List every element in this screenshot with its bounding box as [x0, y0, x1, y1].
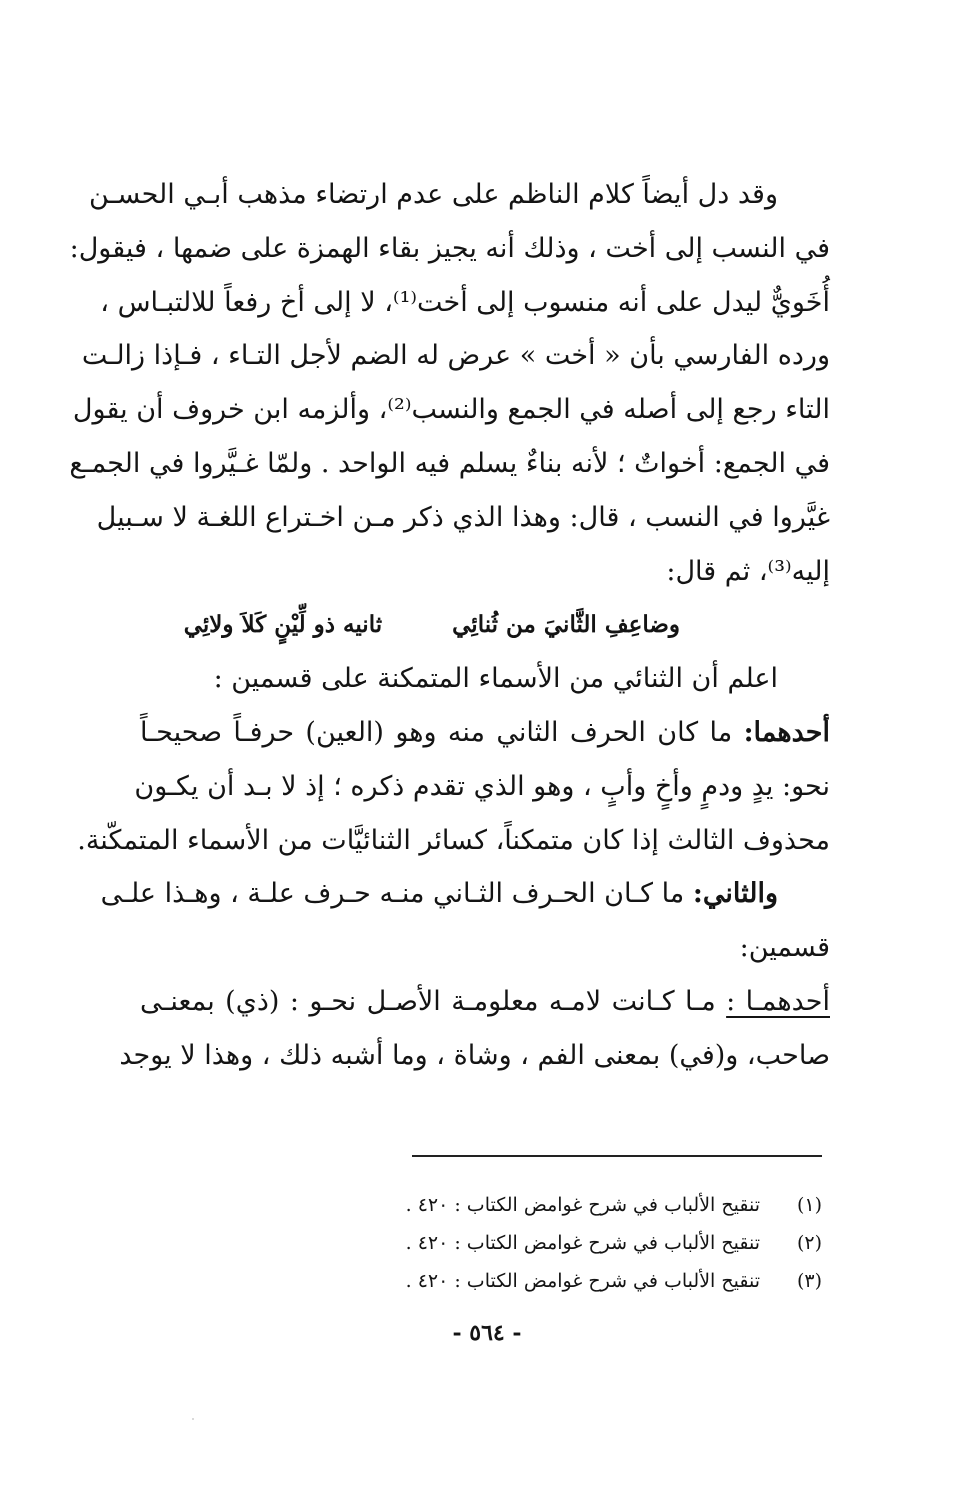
text-line-5: التاء رجع إلى أصله في الجمع والنسب⁽²⁾، وألزمه ابن خروف أن يقول: [72, 394, 830, 426]
first-section-line-3: محذوف الثالث إذا كان متمكناً، كسائر الثنائيَّات من الأسماء المتمكّنة.: [77, 824, 830, 856]
footnote-separator: [412, 1155, 822, 1157]
first-section-text: ما كان الحرف الثاني منه وهو (العين) حرفـاً صحيحـاً: [140, 716, 744, 748]
footnote-text: تنقيح الألباب في شرح غوامض الكتاب : ٤٢٠ .: [405, 1232, 760, 1254]
footnote-text: تنقيح الألباب في شرح غوامض الكتاب : ٤٢٠ .: [405, 1194, 760, 1216]
second-section-heading: والثاني:: [692, 878, 778, 910]
subsection-line-1: [140, 975, 830, 1029]
main-text: [69, 168, 830, 1083]
footnote-text: تنقيح الألباب في شرح غوامض الكتاب : ٤٢٠ .: [405, 1270, 760, 1292]
second-section-text: ما كـان الحـرف الثـاني منـه حـرف علـة ، وهـذا علـى: [100, 878, 693, 910]
verse-second-hemistich: ثانيه ذو لِّيْنٍ كَلاَ ولائِي: [183, 611, 383, 639]
poem-verse: [140, 598, 830, 652]
footnotes: [360, 1186, 822, 1300]
footnote-3: [360, 1262, 822, 1300]
footnote-number: (٢): [796, 1232, 822, 1254]
intro-line: اعلم أن الثنائي من الأسماء المتمكنة على قسمين :: [213, 663, 778, 695]
text-line-2: في النسب إلى أخت ، وذلك أنه يجيز بقاء الهمزة على ضمها ، فيقول:: [69, 232, 830, 264]
footnote-1: [360, 1186, 822, 1224]
subsection-line-2: صاحب، و(في) بمعنى الفم ، وشاة ، وما أشبه ذلك ، وهذا لا يوجد: [119, 1039, 830, 1071]
footnote-number: (١): [796, 1194, 822, 1216]
first-section-line-2: نحو: يدٍ ودمٍ وأخٍ وأبٍ ، وهو الذي تقدم ذكره ؛ إذ لا بـد أن يكـون: [134, 770, 830, 802]
verse-first-hemistich: وضاعِفِ الثَّانيَ من ثُنائِي: [452, 611, 680, 639]
text-line-7: غيَّروا في النسب ، قال: وهذا الذي ذكر مـن اخـتراع اللغـة لا سـبيل: [96, 501, 830, 533]
text-line-6: في الجمع: أخواتٌ ؛ لأنه بناءٌ يسلم فيه الواحد . ولمّا غـيَّروا في الجمـع: [69, 447, 830, 479]
text-line-8: إليه⁽³⁾، ثم قال:: [666, 555, 830, 587]
first-section-line-1: [140, 706, 830, 760]
page-number: - ٥٦٤ -: [452, 1320, 522, 1346]
second-section-line-2: قسمين:: [739, 932, 830, 964]
subsection-text: مـا كـانت لامـه معلومـة الأصـل نحـو : (ذي) بمعنـى: [140, 985, 727, 1017]
footnote-number: (٣): [796, 1270, 822, 1292]
scan-speck: [192, 1418, 194, 1420]
text-line-3: أُخَويٌّ ليدل على أنه منسوب إلى أخت⁽¹⁾، لا إلى أخ رفعاً للالتبـاس ،: [100, 286, 830, 318]
text-line-1: وقد دل أيضاً كلام الناظم على عدم ارتضاء مذهب أبـي الحسـن: [89, 179, 778, 210]
first-section-heading: أحدهما:: [743, 716, 830, 748]
text-line-4: ورده الفارسي بأن « أخت » عرض له الضم لأجل التـاء ، فـإذا زالـت: [81, 340, 830, 372]
subsection-heading: أحدهمـا :: [726, 985, 830, 1017]
second-section-line-1: [100, 867, 830, 921]
footnote-2: [360, 1224, 822, 1262]
